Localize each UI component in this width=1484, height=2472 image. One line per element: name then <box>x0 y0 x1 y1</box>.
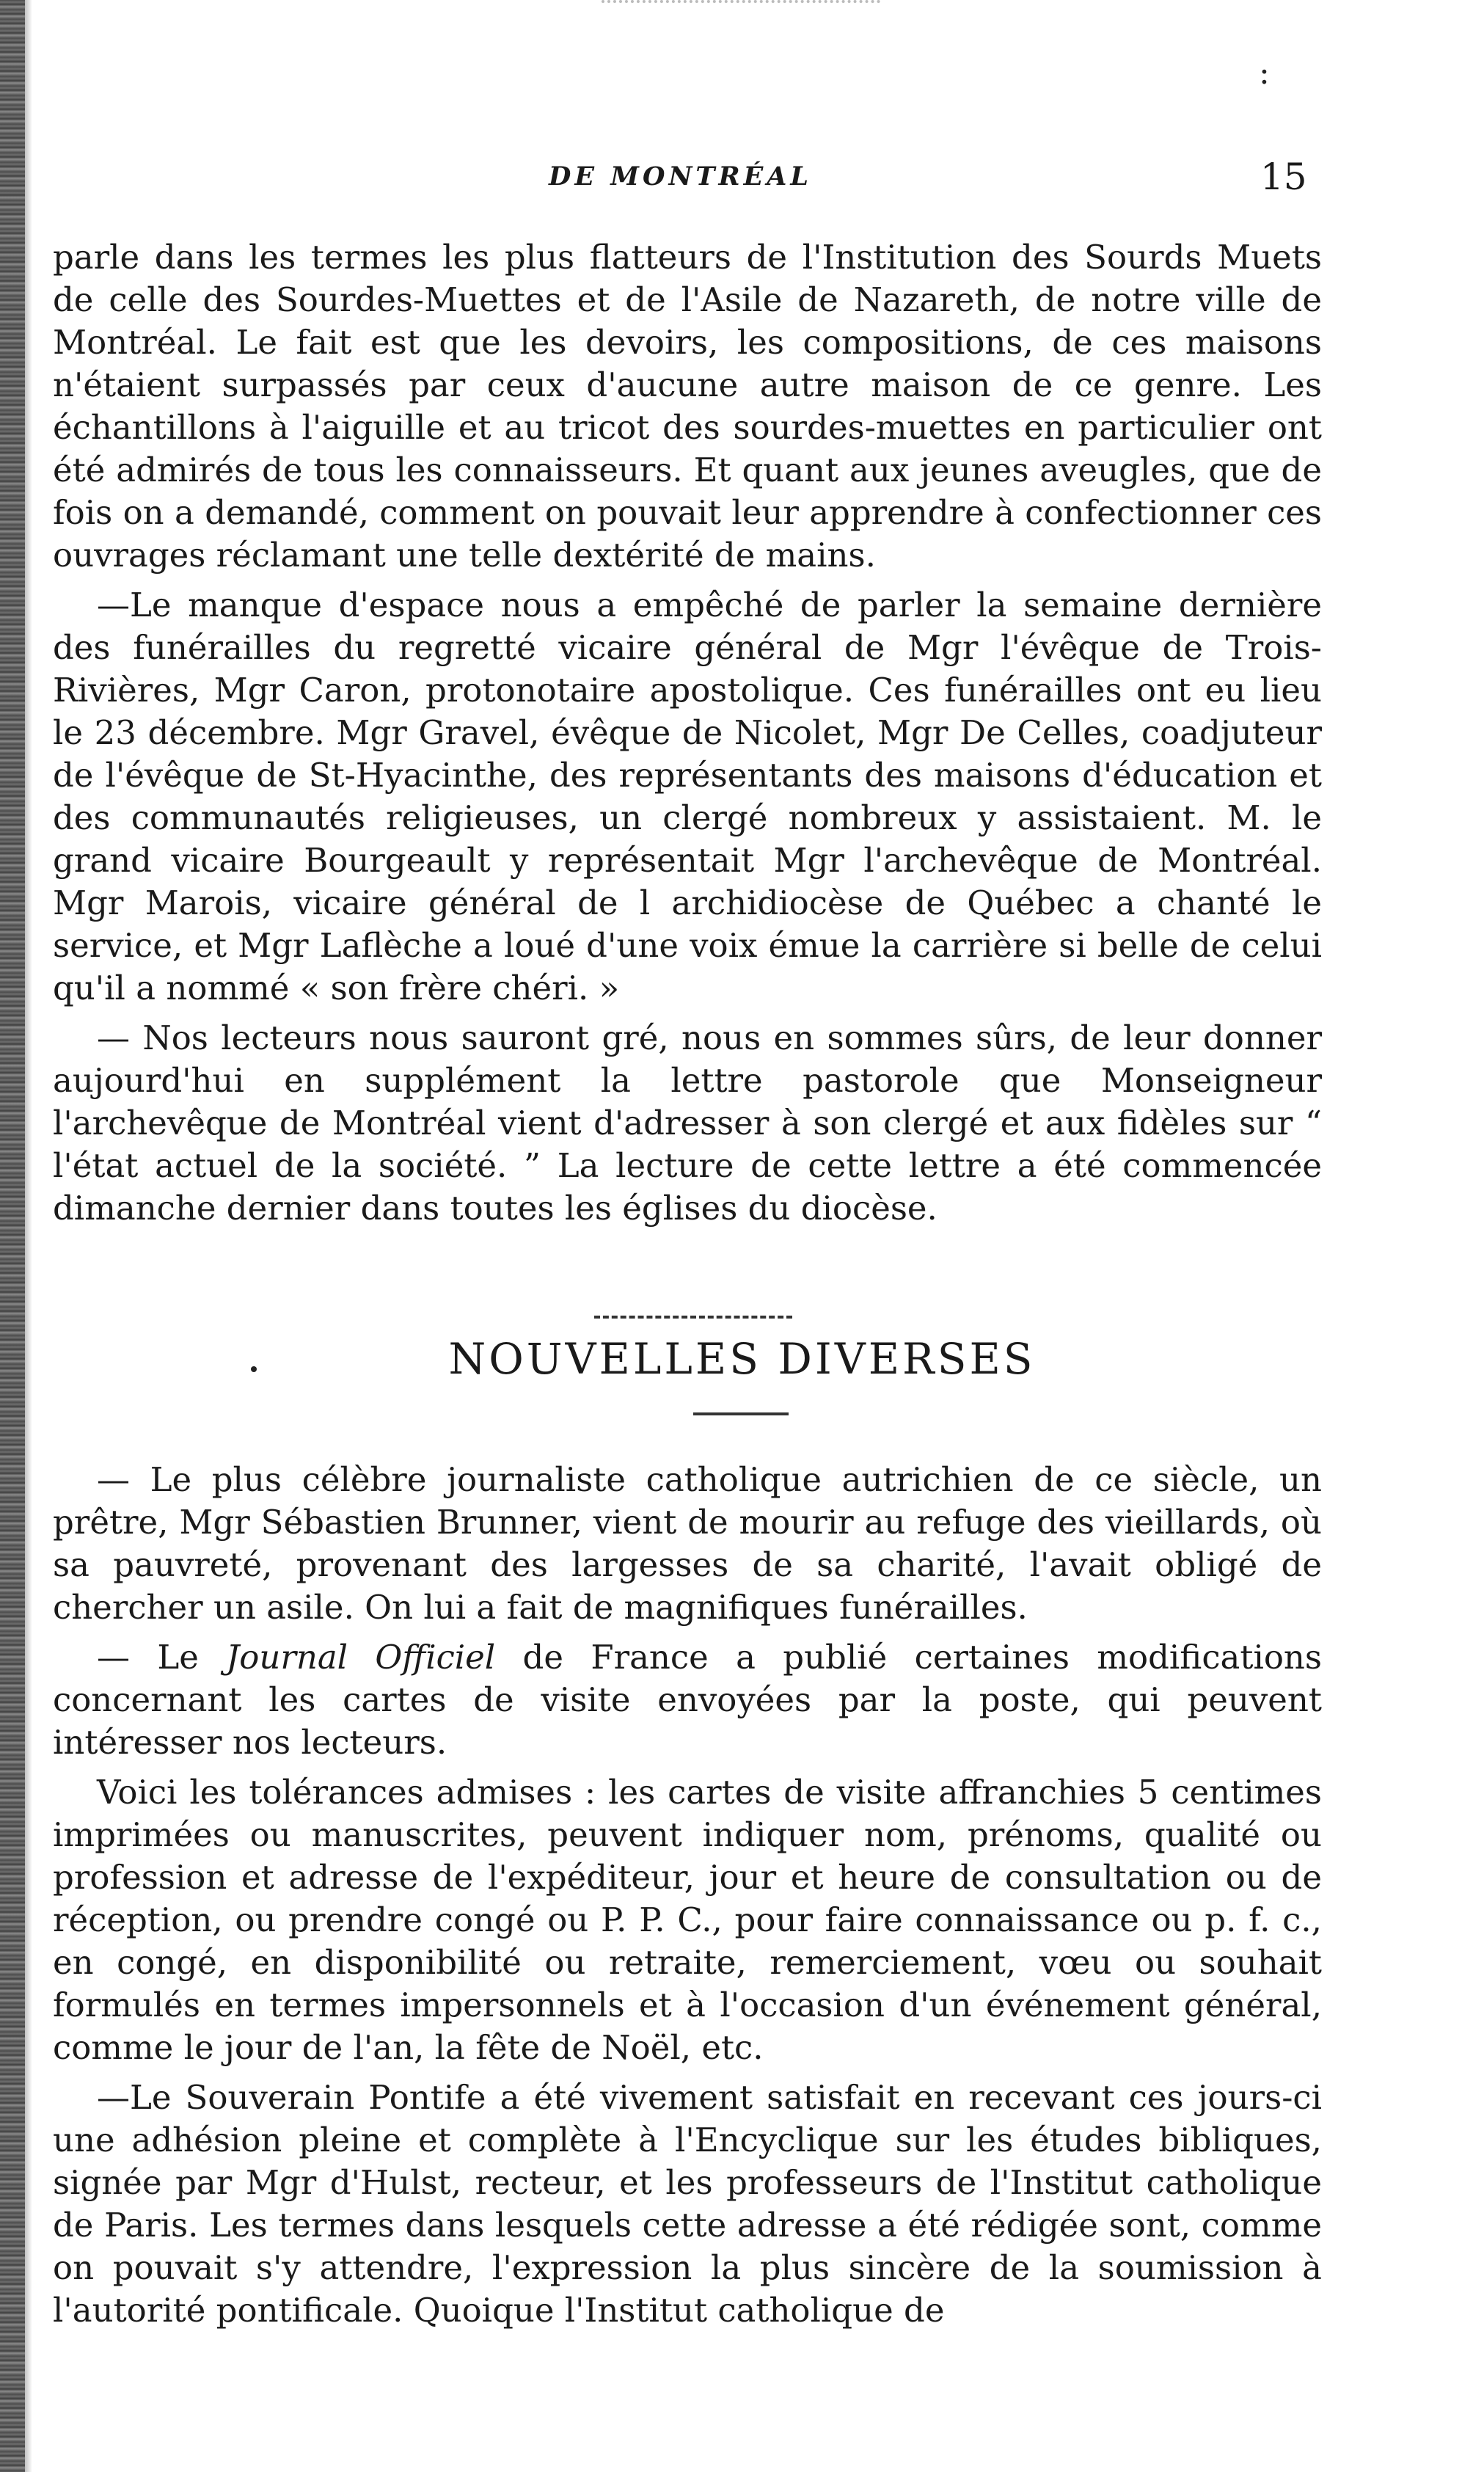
news-journal-prefix: — Le <box>97 1638 227 1677</box>
news-journal-officiel <box>53 1636 1322 1764</box>
top-section <box>53 236 1322 1237</box>
running-head <box>0 156 1484 200</box>
paragraph-continuation: parle dans les termes les plus flatteurs de l'Institution des Sourds Muets de celle des Sourdes-Muettes et de l'Asile de Nazareth, de notre ville de Montréal. Le fait est que les devoirs, les compositions, de ces maisons n'étaient surpassés par ceux d'aucune autre maison de ce genre. Les échantillons à l'aiguille et au tricot des sourdes-muettes en particulier ont été admirés de tous les connaisseurs. Et quant aux jeunes aveugles, que de fois on a demandé, comment on pouvait leur apprendre à confectionner ces ouvrages réclamant une telle dextérité de mains. <box>53 238 1322 575</box>
paragraph-supplement: — Nos lecteurs nous sauront gré, nous en sommes sûrs, de leur donner aujourd'hui en supplément la lettre pastorole que Monseigneur l'archevêque de Montréal vient d'adresser à son clergé et aux fidèles sur “ l'état actuel de la société. ” La lecture de cette lettre a été commencée dimanche dernier dans toutes les églises du diocèse. <box>53 1018 1322 1228</box>
page-number: 15 <box>1260 156 1307 198</box>
section-separator <box>594 1316 792 1319</box>
top-scan-marks <box>602 0 880 9</box>
news-brunner: — Le plus célèbre journaliste catholique autrichien de ce siècle, un prêtre, Mgr Sébastien Brunner, vient de mourir au refuge des vieillards, où sa pauvreté, provenant des largesses de sa charité, l'avait obligé de chercher un asile. On lui a fait de magnifiques funérailles. <box>53 1460 1322 1627</box>
journal-title: Journal Officiel <box>226 1638 496 1677</box>
scan-edge <box>0 0 25 2472</box>
scan-edge-shadow <box>25 0 32 2472</box>
news-tolerances: Voici les tolérances admises : les cartes de visite affranchies 5 centimes imprimées ou manuscrites, peuvent indiquer nom, prénoms, qualité ou profession et adresse de l'expéditeur, jour et heure de consultation ou de réception, ou prendre congé ou P. P. C., pour faire connaissance ou p. f. c., en congé, en disponibilité ou retraite, remerciement, vœu ou souhait formulés en termes impersonnels et à l'occasion d'un événement général, comme le jour de l'an, la fête de Noël, etc. <box>53 1773 1322 2067</box>
news-journal-rest: de France a publié certaines modifications concernant les cartes de visite envoyées par la poste, qui peuvent intéresser nos lecteurs. <box>53 1638 1322 1762</box>
stray-mark: : <box>1259 54 1270 92</box>
running-title: DE MONTRÉAL <box>549 161 813 192</box>
section-heading: NOUVELLES DIVERSES <box>448 1334 1036 1384</box>
news-pontife: —Le Souverain Pontife a été vivement satisfait en recevant ces jours-ci une adhésion pleine et complète à l'Encyclique sur les études bibliques, signée par Mgr d'Hulst, recteur, et les professeurs de l'Institut catholique de Paris. Les termes dans lesquels cette adresse a été rédigée sont, comme on pouvait s'y attendre, l'expression la plus sincère de la soumission à l'autorité pontificale. Quoique l'Institut catholique de <box>53 2078 1322 2330</box>
paragraph-funerailles: —Le manque d'espace nous a empêché de parler la semaine dernière des funérailles du regretté vicaire général de Mgr l'évêque de Trois-Rivières, Mgr Caron, protonotaire apostolique. Ces funérailles ont eu lieu le 23 décembre. Mgr Gravel, évêque de Nicolet, Mgr De Celles, coadjuteur de l'évêque de St-Hyacinthe, des représentants des maisons d'éducation et des communautés religieuses, un clergé nombreux y assistaient. M. le grand vicaire Bourgeault y représentait Mgr l'archevêque de Montréal. Mgr Marois, vicaire général de l archidiocèse de Québec a chanté le service, et Mgr Laflèche a loué d'une voix émue la carrière si belle de celui qu'il a nommé « son frère chéri. » <box>53 586 1322 1007</box>
news-section <box>53 1459 1322 2339</box>
heading-rule <box>693 1412 789 1415</box>
